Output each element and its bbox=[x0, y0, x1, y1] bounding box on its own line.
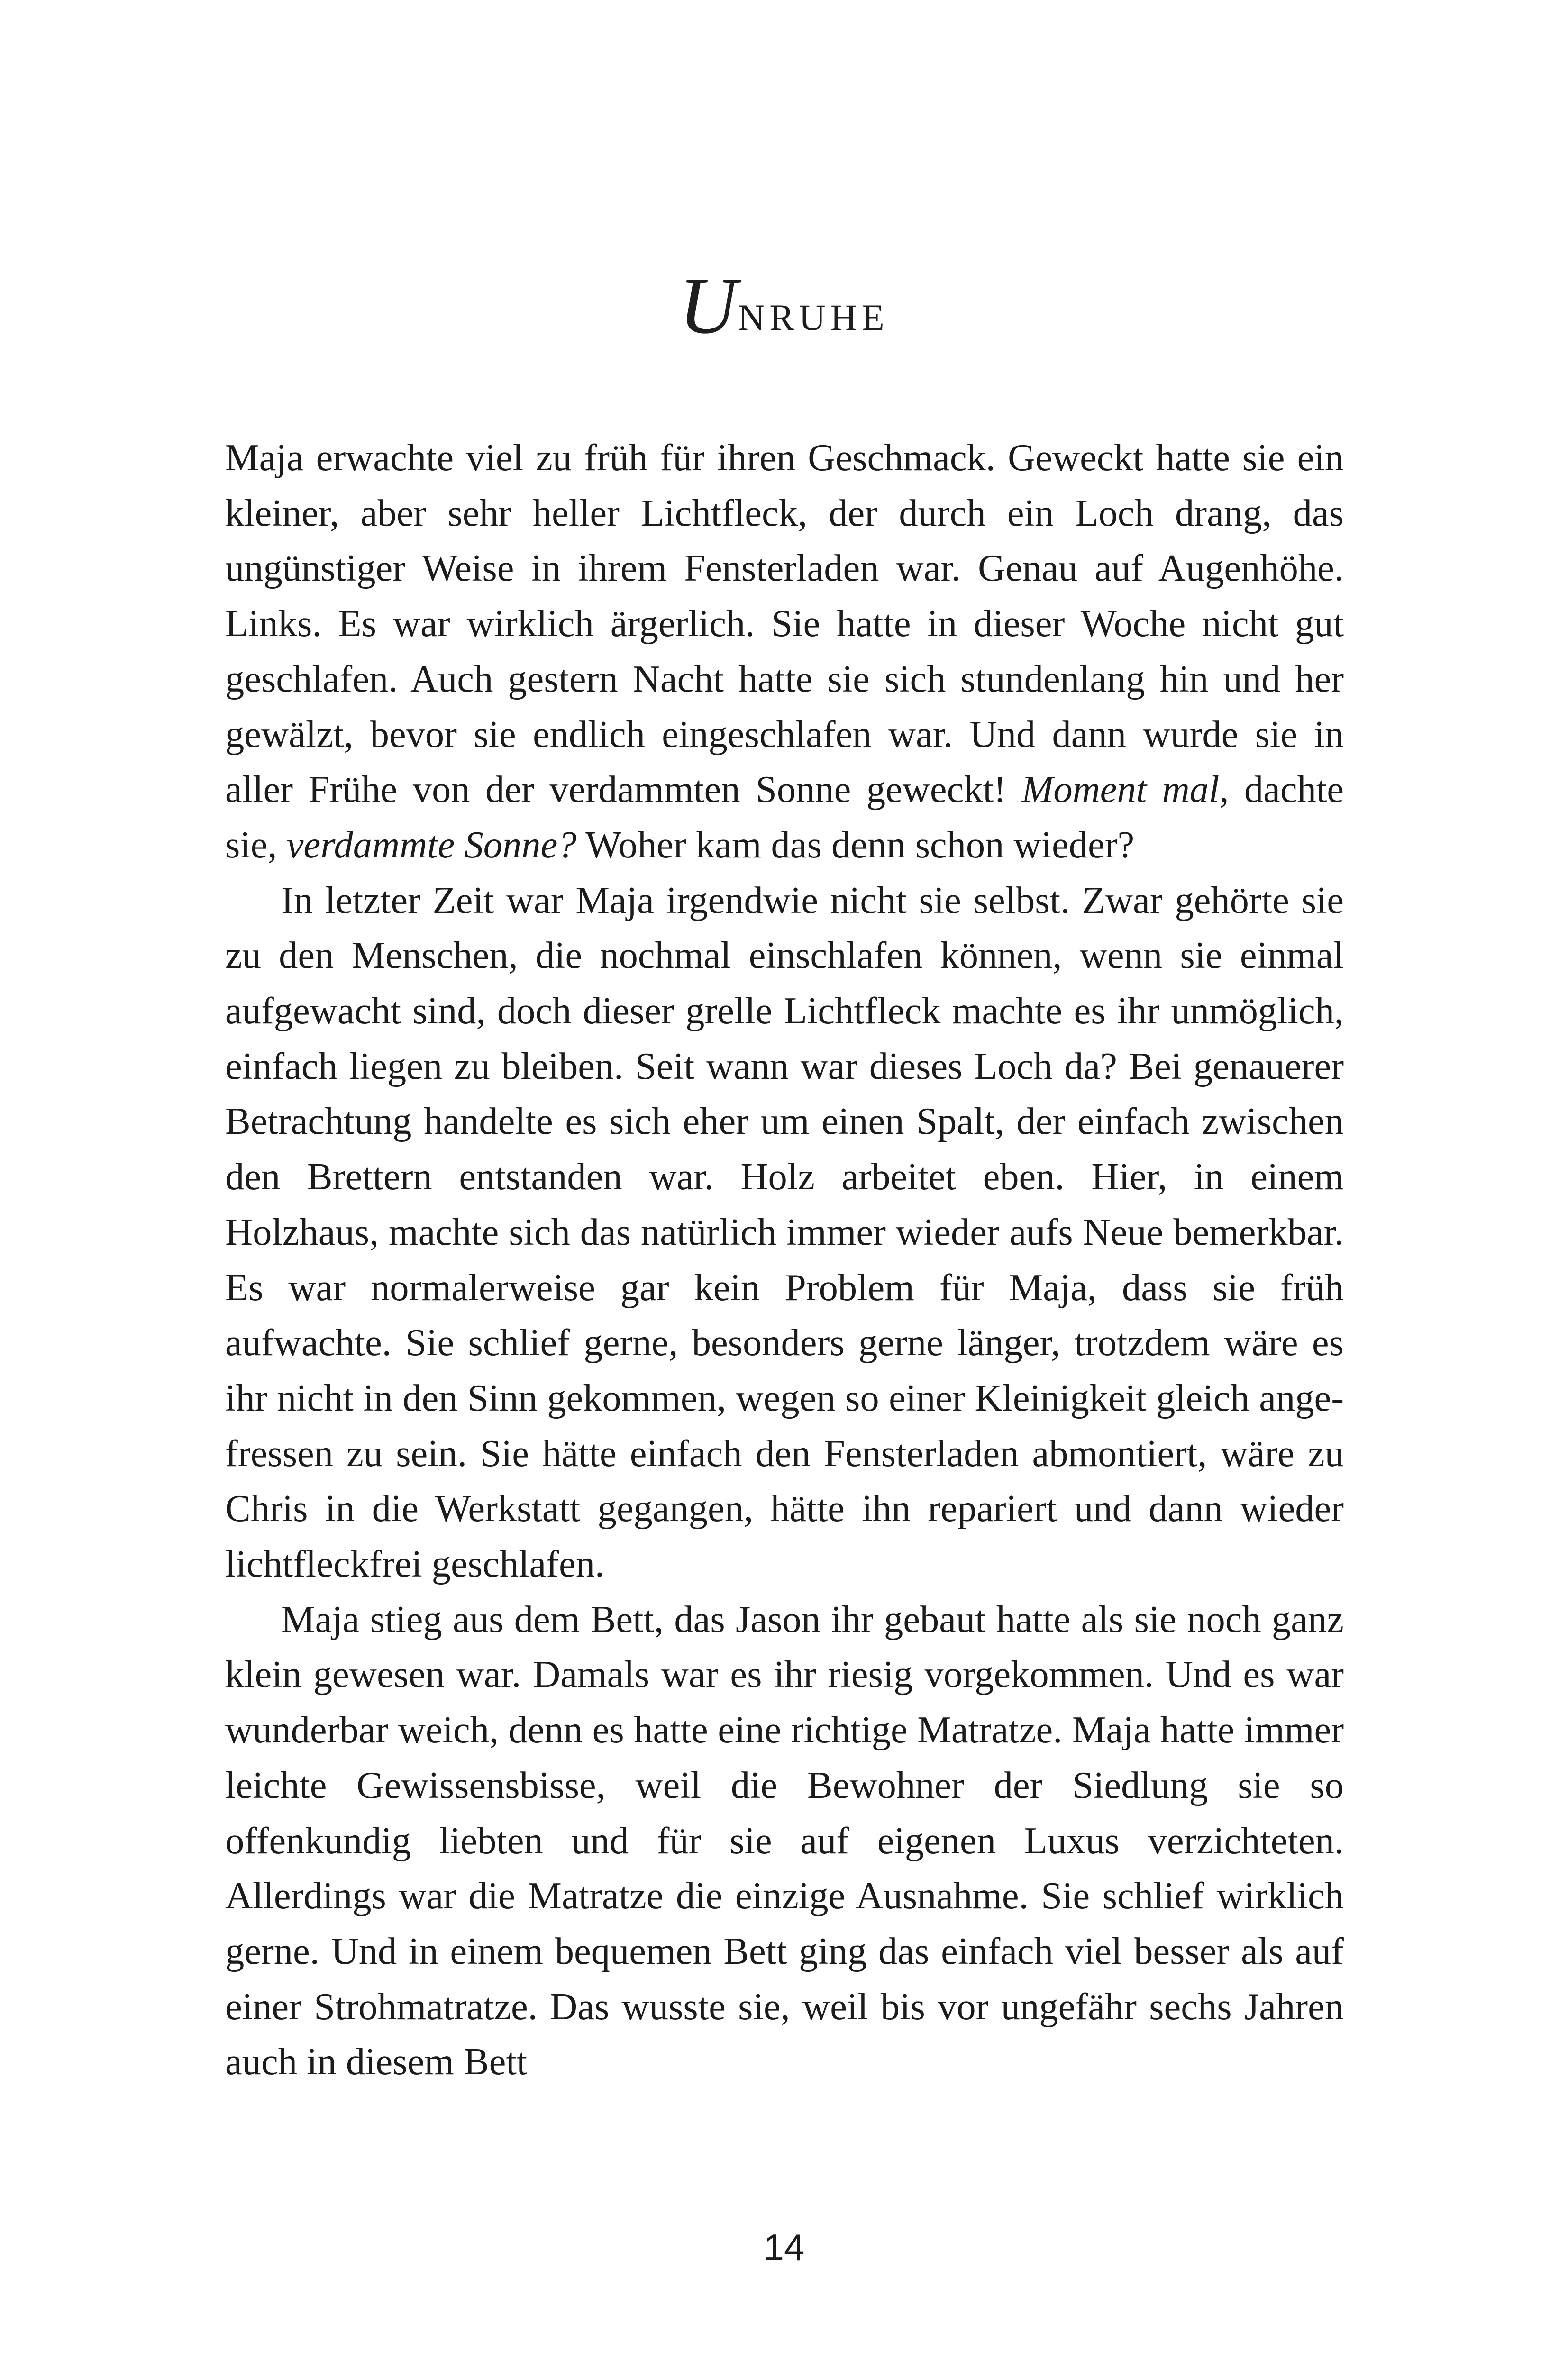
italic-text-segment: Moment mal bbox=[1021, 768, 1220, 811]
chapter-body bbox=[225, 430, 1344, 2090]
page-number: 14 bbox=[763, 2226, 805, 2268]
paragraph bbox=[225, 873, 1344, 1592]
italic-text-segment: verdammte Sonne? bbox=[286, 823, 577, 866]
text-segment: In letzter Zeit war Maja irgendwie nicht sie selbst. Zwar gehörte sie zu den Menschen, die nochmal einschlafen können, wenn sie einmal aufgewacht sind, doch dieser grelle Lichtfleck machte es ihr unmöglich, einfach liegen zu bleiben. Seit wann war dieses Loch da? Bei genauerer Betrachtung handelte es sich eher um einen Spalt, der einfach zwischen den Brettern entstanden war. Holz arbeitet eben. Hier, in einem Holzhaus, machte sich das natürlich immer wieder aufs Neue bemerkbar. Es war normalerweise gar kein Problem für Maja, dass sie früh aufwachte. Sie schlief gerne, besonders gerne länger, trotzdem wäre es ihr nicht in den Sinn gekommen, wegen so einer Kleinigkeit gleich angefressen zu sein. Sie hätte einfach den Fensterladen abmontiert, wäre zu Chris in die Werkstatt gegangen, hätte ihn repariert und dann wieder lichtfleckfrei geschlafen. bbox=[225, 879, 1344, 1586]
paragraph bbox=[225, 1592, 1344, 2090]
chapter-title-initial: U bbox=[679, 261, 738, 350]
chapter-title-rest: nruhe bbox=[738, 283, 889, 342]
paragraph bbox=[225, 430, 1344, 873]
chapter-title bbox=[0, 261, 1568, 350]
text-segment: Woher kam das denn schon wieder? bbox=[576, 823, 1135, 866]
text-segment: , dachte sie, bbox=[225, 768, 1344, 866]
text-segment: Maja stieg aus dem Bett, das Jason ihr gebaut hatte als sie noch ganz klein gewesen war. Damals war es ihr riesig vorgekommen. Und es war wunderbar weich, denn es hatte eine richtige Matratze. Maja hatte immer leichte Gewissensbisse, weil die Bewohner der Siedlung sie so offenkundig liebten und für sie auf eigenen Luxus verzichteten. Allerdings war die Matratze die einzige Ausnahme. Sie schlief wirklich gerne. Und in einem bequemen Bett ging das einfach viel besser als auf einer Strohmatratze. Das wusste sie, weil bis vor ungefähr sechs Jahren auch in diesem Bett bbox=[225, 1598, 1344, 2083]
text-segment: Maja erwachte viel zu früh für ihren Geschmack. Geweckt hatte sie ein kleiner, aber sehr heller Lichtfleck, der durch ein Loch drang, das ungünstiger Weise in ihrem Fensterladen war. Genau auf Augenhöhe. Links. Es war wirklich ärgerlich. Sie hatte in dieser Woche nicht gut geschlafen. Auch gestern Nacht hatte sie sich stundenlang hin und her gewälzt, bevor sie endlich eingeschlafen war. Und dann wurde sie in aller Frühe von der verdammten Sonne geweckt! bbox=[225, 437, 1344, 811]
